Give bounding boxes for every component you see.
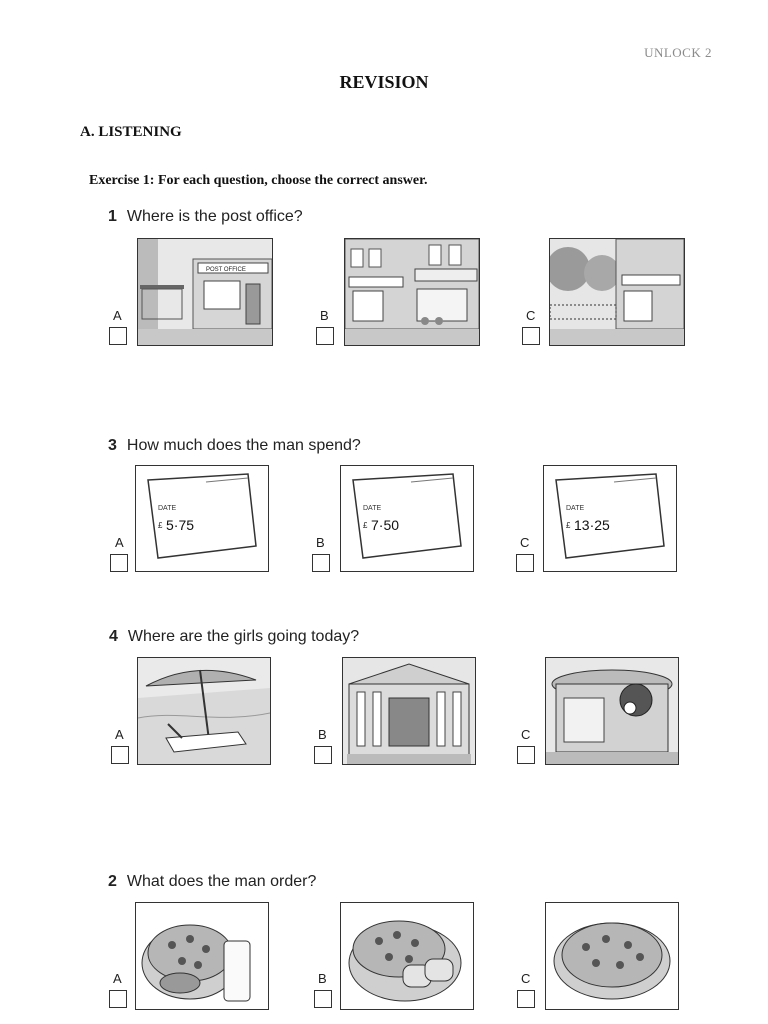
receipt-currency: £	[158, 521, 163, 530]
post-office-image-b	[344, 238, 480, 346]
answer-checkbox-q3-a[interactable]	[110, 554, 128, 572]
receipt-currency: £	[566, 521, 571, 530]
question-number: 3	[108, 437, 117, 454]
question-text: Where are the girls going today?	[127, 628, 360, 645]
answer-checkbox-q3-c[interactable]	[516, 554, 534, 572]
museum-image	[342, 657, 476, 765]
receipt-date-label: DATE	[363, 505, 382, 512]
stadium-image	[545, 657, 679, 765]
receipt-currency: £	[363, 521, 368, 530]
post-office-sign: POST OFFICE	[206, 267, 246, 273]
option-label-b: B	[318, 971, 327, 986]
answer-checkbox-q1-c[interactable]	[522, 327, 540, 345]
receipt-date-label: DATE	[158, 505, 177, 512]
option-label-b: B	[316, 535, 325, 550]
option-label-a: A	[113, 308, 122, 323]
question-text: Where is the post office?	[126, 208, 303, 225]
post-office-image-c	[549, 238, 685, 346]
answer-checkbox-q2-a[interactable]	[109, 990, 127, 1008]
answer-checkbox-q1-a[interactable]	[109, 327, 127, 345]
pizza-only-image	[545, 902, 679, 1010]
option-label-b: B	[320, 308, 329, 323]
answer-checkbox-q3-b[interactable]	[312, 554, 330, 572]
beach-image	[137, 657, 271, 765]
answer-checkbox-q4-a[interactable]	[111, 746, 129, 764]
question-3	[108, 437, 361, 455]
page-title: REVISION	[339, 72, 429, 92]
answer-checkbox-q4-b[interactable]	[314, 746, 332, 764]
question-4	[109, 628, 359, 646]
option-label-c: C	[521, 971, 531, 986]
question-text: How much does the man spend?	[126, 437, 361, 454]
answer-checkbox-q1-b[interactable]	[316, 327, 334, 345]
pizza-salad-drink-image	[135, 902, 269, 1010]
answer-checkbox-q2-b[interactable]	[314, 990, 332, 1008]
receipt-date-label: DATE	[566, 505, 585, 512]
option-label-a: A	[115, 727, 124, 742]
question-number: 4	[109, 628, 118, 645]
question-2	[108, 873, 316, 891]
option-label-a: A	[113, 971, 122, 986]
answer-checkbox-q2-c[interactable]	[517, 990, 535, 1008]
question-number: 2	[108, 873, 117, 890]
series-label: UNLOCK 2	[644, 45, 712, 60]
option-label-b: B	[318, 727, 327, 742]
question-1	[108, 208, 303, 226]
option-label-a: A	[115, 535, 124, 550]
receipt-image-a	[135, 465, 269, 572]
exercise-instruction: Exercise 1: For each question, choose the correct answer.	[89, 173, 428, 188]
option-label-c: C	[526, 308, 536, 323]
question-text: What does the man order?	[126, 873, 317, 890]
option-label-c: C	[520, 535, 530, 550]
receipt-image-b	[340, 465, 474, 572]
receipt-image-c	[543, 465, 677, 572]
answer-checkbox-q4-c[interactable]	[517, 746, 535, 764]
receipt-amount: 5·75	[166, 517, 195, 533]
pizza-bread-image	[340, 902, 474, 1010]
receipt-amount: 7·50	[371, 517, 400, 533]
receipt-amount: 13·25	[574, 517, 610, 533]
question-number: 1	[108, 208, 117, 225]
section-heading: A. LISTENING	[80, 124, 182, 140]
option-label-c: C	[521, 727, 531, 742]
post-office-image-a	[137, 238, 273, 346]
